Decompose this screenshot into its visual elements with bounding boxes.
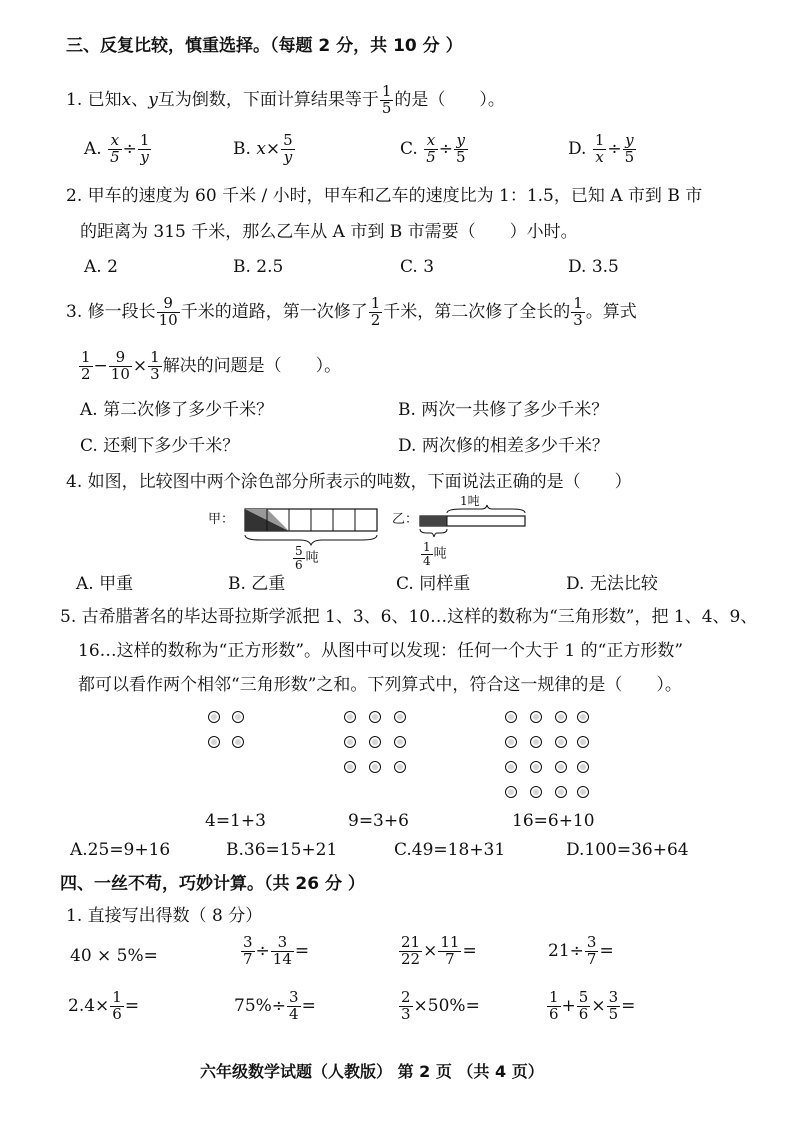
calc-r1-c3: $\frac{21}{22}$ × $\frac{11}{7}$ =	[401, 933, 477, 968]
q1-option-a[interactable]: A. $\frac{x}{5}$ ÷ $\frac{1}{y}$	[84, 131, 150, 166]
question-5-line-1: 5. 古希腊著名的毕达哥拉斯学派把 1、3、6、10…这样的数称为“三角形数”，把 1、4、9、	[60, 607, 758, 627]
q2-option-a[interactable]: A. 2	[84, 257, 118, 277]
q4-yi-total: 1吨	[460, 494, 480, 508]
q1-option-c[interactable]: C. $\frac{x}{5}$ ÷ $\frac{y}{5}$	[400, 131, 466, 166]
question-1-stem: 1. 已知x、y互为倒数，下面计算结果等于 $\frac{1}{5}$ 的是（ ）。	[66, 82, 505, 117]
q4-jia-amount: $\frac{5}{6}$ 吨	[295, 544, 319, 572]
q2-option-c[interactable]: C. 3	[400, 257, 435, 277]
q4-jia-label: 甲：	[208, 512, 235, 527]
q4-yi-diagram	[412, 503, 532, 543]
q5-option-b[interactable]: B.36=15+21	[226, 840, 338, 860]
question-3-line-1: 3. 修一段长 $\frac{9}{10}$ 千米的道路，第一次修了 $\frac{1}{2}$ 千米，第二次修了全长的 $\frac{1}{3}$ 。算式	[66, 294, 637, 329]
section-4-subheading: 1. 直接写出得数（ 8 分）	[66, 906, 263, 926]
q3-option-b[interactable]: B. 两次一共修了多少千米？	[398, 400, 609, 420]
q4-option-c[interactable]: C. 同样重	[396, 574, 471, 594]
q1-option-b[interactable]: B. x× $\frac{5}{y}$	[233, 131, 293, 166]
question-4-stem: 4. 如图，比较图中两个涂色部分所表示的吨数，下面说法正确的是（ ）	[66, 472, 632, 492]
calc-r2-c3: $\frac{2}{3}$ ×50%=	[401, 988, 480, 1023]
page-footer: 六年级数学试题（人教版） 第 2 页 （共 4 页）	[200, 1062, 544, 1081]
calc-r2-c1: 2.4× $\frac{1}{6}$ =	[68, 988, 140, 1023]
question-2-line-2: 的距离为 315 千米，那么乙车从 A 市到 B 市需要（ ）小时。	[80, 222, 578, 242]
q4-option-a[interactable]: A. 甲重	[76, 574, 134, 594]
dot-caption-9: 9=3+6	[348, 811, 409, 831]
calc-r2-c2: 75%÷ $\frac{3}{4}$ =	[234, 988, 316, 1023]
q5-option-a[interactable]: A.25=9+16	[70, 840, 171, 860]
q3-option-c[interactable]: C. 还剩下多少千米？	[80, 436, 240, 456]
q1-option-d[interactable]: D. $\frac{1}{x}$ ÷ $\frac{y}{5}$	[568, 131, 635, 166]
calc-r1-c1: 40 × 5%=	[70, 946, 158, 966]
calc-r2-c4: $\frac{1}{6}$ + $\frac{5}{6}$ × $\frac{3}{5}$ =	[549, 988, 636, 1023]
question-2-line-1: 2. 甲车的速度为 60 千米 / 小时，甲车和乙车的速度比为 1：1.5，已知 A 市到 B 市	[66, 186, 703, 206]
question-3-line-2: $\frac{1}{2}$ − $\frac{9}{10}$ × $\frac{1}{3}$ 解决的问题是（ ）。	[81, 348, 342, 383]
calc-r1-c4: 21÷ $\frac{3}{7}$ =	[548, 933, 614, 968]
q3-option-d[interactable]: D. 两次修的相差多少千米？	[398, 436, 609, 456]
dot-caption-16: 16=6+10	[512, 811, 595, 831]
dot-caption-4: 4=1+3	[205, 811, 266, 831]
calc-r1-c2: $\frac{3}{7}$ ÷ $\frac{3}{14}$ =	[243, 933, 310, 968]
section-4-heading: 四、一丝不苟，巧妙计算。（共 26 分 ）	[60, 874, 365, 894]
q4-option-d[interactable]: D. 无法比较	[566, 574, 658, 594]
q4-yi-label: 乙：	[392, 512, 419, 527]
q5-option-d[interactable]: D.100=36+64	[566, 840, 689, 860]
q4-yi-amount: $\frac{1}{4}$ 吨	[423, 540, 447, 568]
q2-option-b[interactable]: B. 2.5	[233, 257, 284, 277]
q3-option-a[interactable]: A. 第二次修了多少千米？	[80, 400, 274, 420]
question-5-line-3: 都可以看作两个相邻“三角形数”之和。下列算式中，符合这一规律的是（ ）。	[78, 675, 682, 695]
q5-option-c[interactable]: C.49=18+31	[394, 840, 506, 860]
question-5-line-2: 16…这样的数称为“正方形数”。从图中可以发现：任何一个大于 1 的“正方形数”	[78, 641, 684, 661]
q2-option-d[interactable]: D. 3.5	[568, 257, 619, 277]
q4-option-b[interactable]: B. 乙重	[228, 574, 286, 594]
section-3-heading: 三、反复比较，慎重选择。（每题 2 分，共 10 分 ）	[66, 36, 463, 56]
